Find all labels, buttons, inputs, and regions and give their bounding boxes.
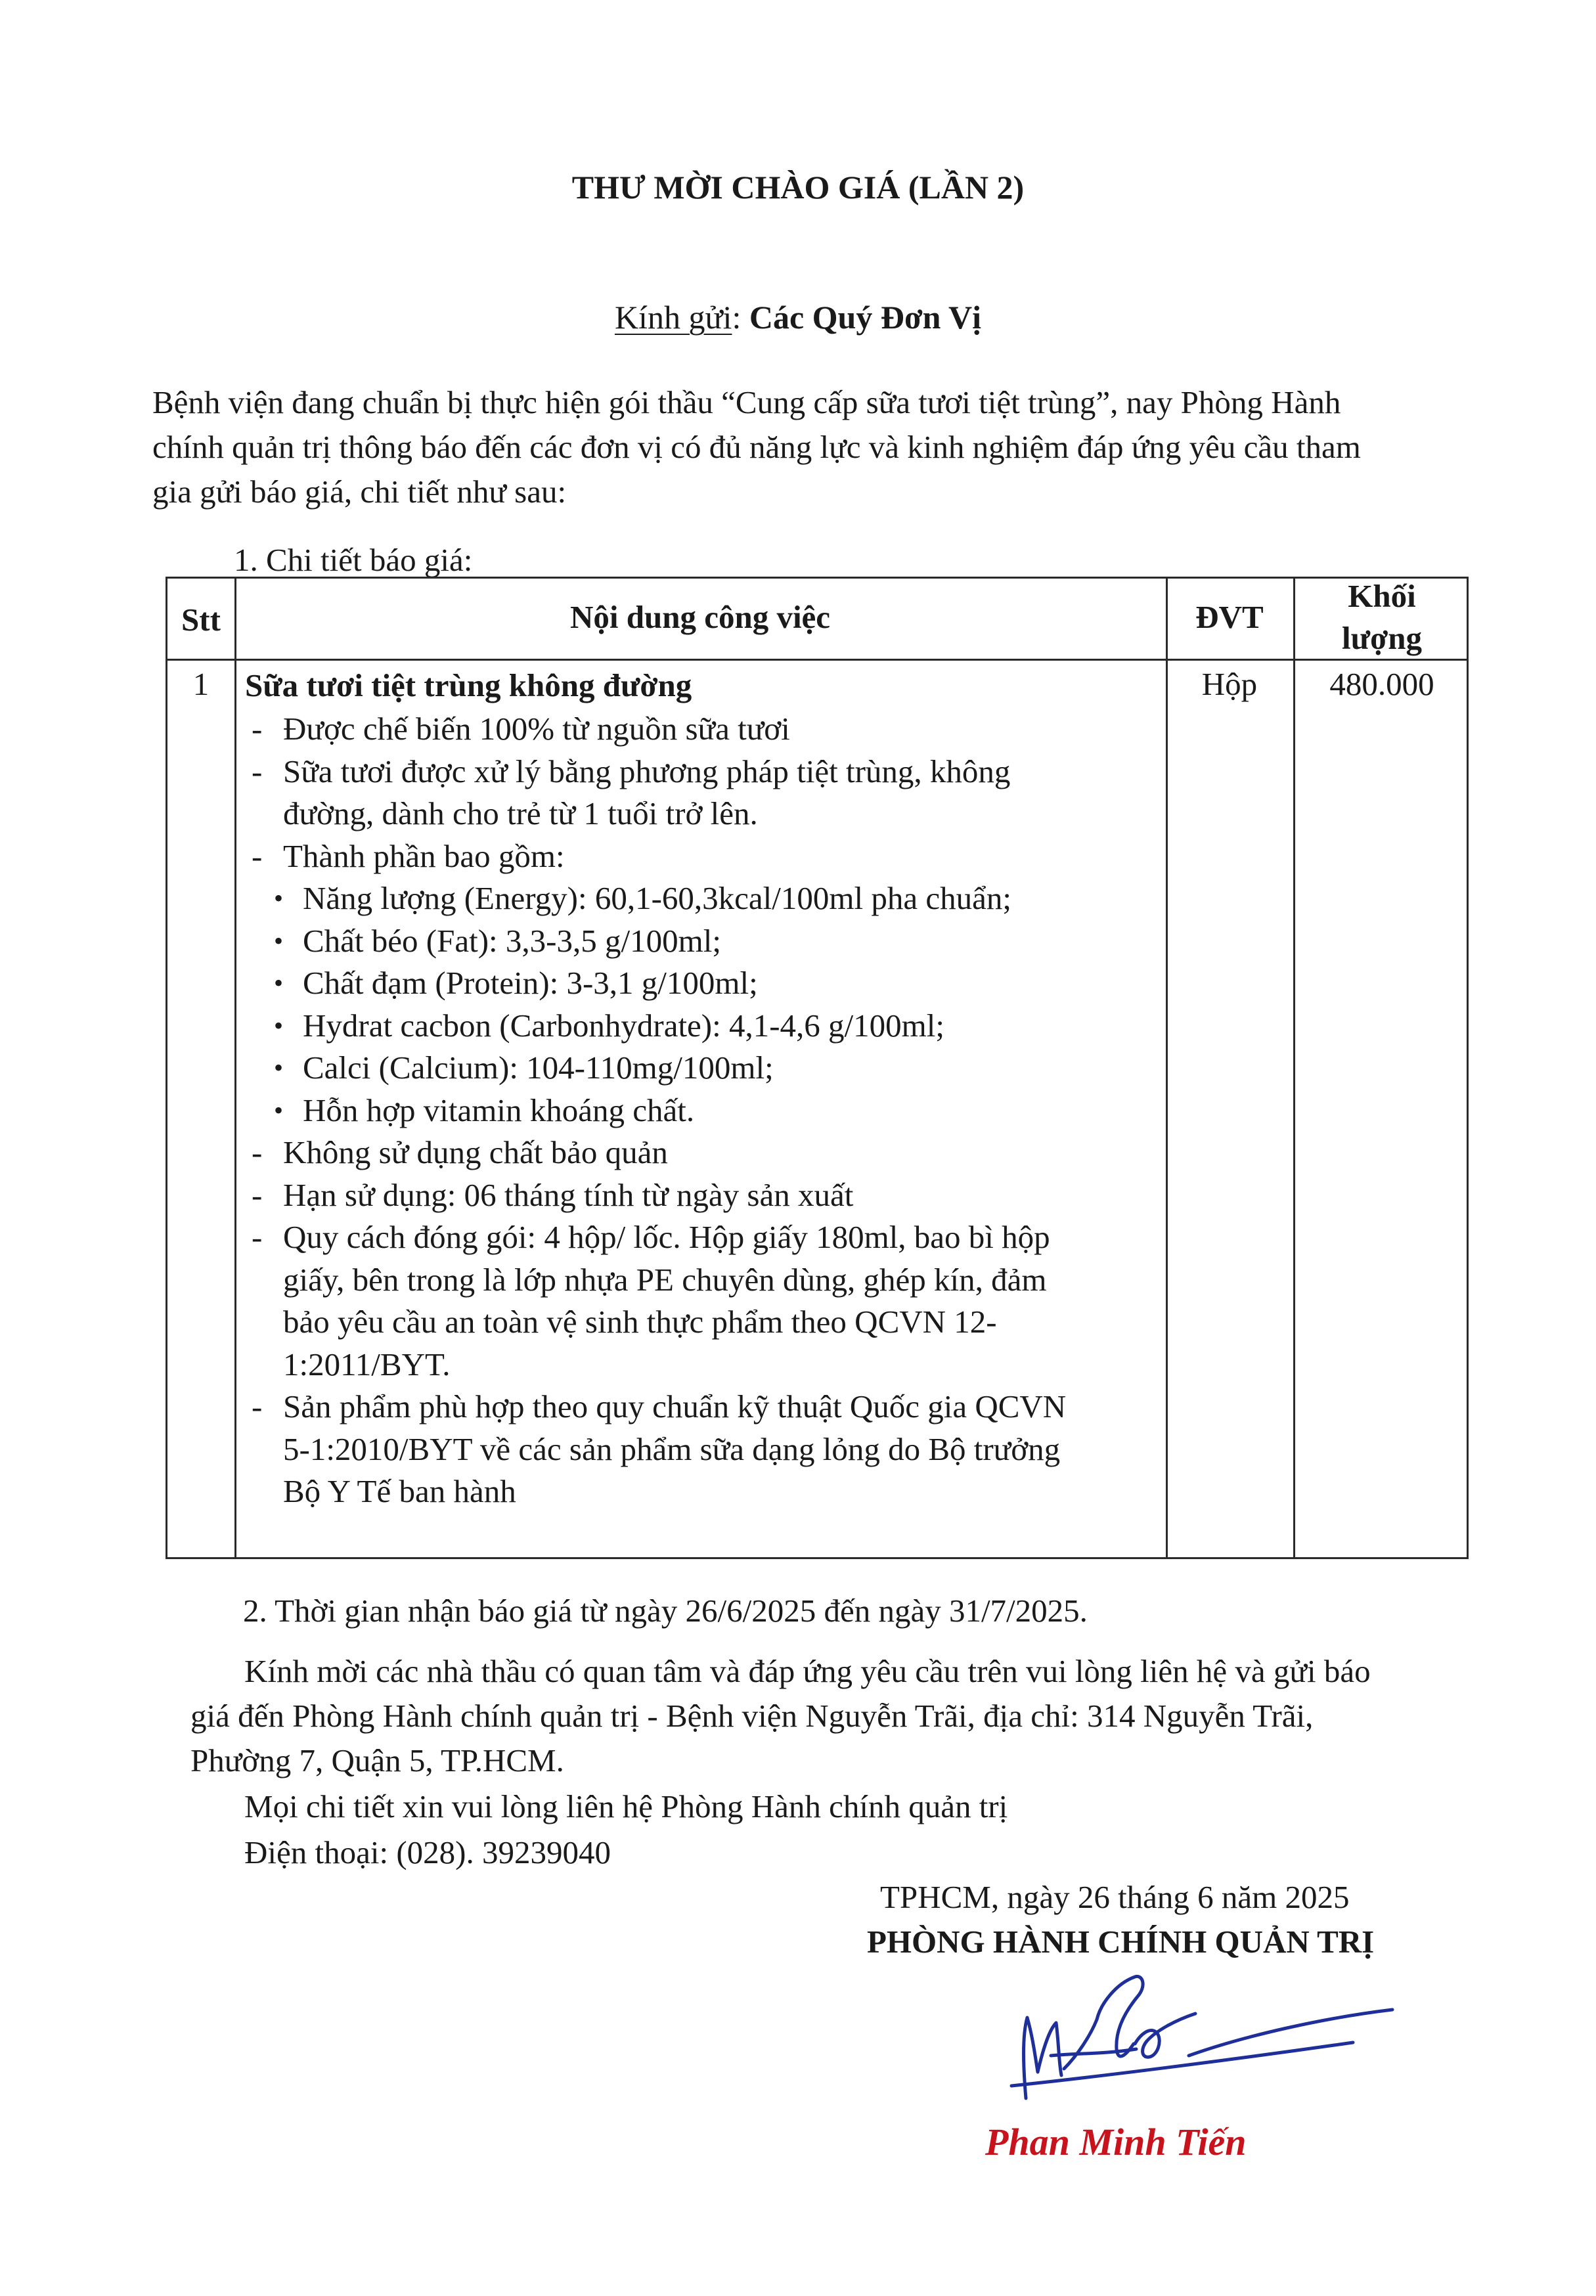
greeting-line: [0, 296, 1596, 339]
line-text: Thành phần bao gồm:: [283, 837, 565, 874]
line-text: Được chế biến 100% từ nguồn sữa tươi: [283, 711, 790, 747]
line-text: Năng lượng (Energy): 60,1-60,3kcal/100ml pha chuẩn;: [303, 880, 1011, 916]
table-column-divider: [234, 579, 236, 1557]
greeting-label: Kính gửi: [614, 299, 732, 336]
line-text: Sản phẩm phù hợp theo quy chuẩn kỹ thuật Quốc gia QCVN: [283, 1388, 1067, 1424]
line-text: đường, dành cho trẻ từ 1 tuổi trở lên.: [283, 795, 758, 831]
greeting-separator: :: [732, 299, 749, 336]
header-unit: ĐVT: [1195, 599, 1264, 635]
bullet-marker: •: [274, 968, 284, 998]
line-text: Bộ Y Tế ban hành: [283, 1473, 516, 1509]
closing-paragraph-line: Kính mời các nhà thầu có quan tâm và đáp ứng yêu cầu trên vui lòng liên hệ và gửi báo: [244, 1653, 1371, 1689]
document-title: THƯ MỜI CHÀO GIÁ (LẦN 2): [571, 169, 1025, 206]
line-text: Không sử dụng chất bảo quản: [283, 1134, 668, 1170]
header-stt: Stt: [181, 602, 221, 638]
row-stt: 1: [192, 666, 210, 702]
contact-line: Mọi chi tiết xin vui lòng liên hệ Phòng Hành chính quản trị: [244, 1788, 1008, 1824]
phone-line: Điện thoại: (028). 39239040: [244, 1834, 611, 1870]
line-text: Quy cách đóng gói: 4 hộp/ lốc. Hộp giấy 180ml, bao bì hộp: [283, 1219, 1050, 1255]
row-product-name: Sữa tươi tiệt trùng không đường: [245, 667, 692, 703]
place-date: TPHCM, ngày 26 tháng 6 năm 2025: [880, 1879, 1350, 1915]
dash-marker: -: [252, 837, 263, 874]
greeting-recipient: Các Quý Đơn Vị: [749, 299, 982, 336]
dash-marker: -: [252, 711, 263, 747]
dash-marker: -: [252, 1134, 263, 1170]
line-text: Chất béo (Fat): 3,3-3,5 g/100ml;: [303, 922, 721, 959]
line-text: giấy, bên trong là lớp nhựa PE chuyên dùng, ghép kín, đảm: [283, 1261, 1047, 1298]
row-unit: Hộp: [1201, 666, 1258, 702]
dash-marker: -: [252, 1388, 263, 1424]
line-text: 5-1:2010/BYT về các sản phẩm sữa dạng lỏng do Bộ trưởng: [283, 1430, 1061, 1467]
line-text: Calci (Calcium): 104-110mg/100ml;: [303, 1049, 774, 1086]
line-text: Chất đạm (Protein): 3-3,1 g/100ml;: [303, 965, 758, 1001]
dash-marker: -: [252, 1219, 263, 1255]
handwritten-signature: [985, 1957, 1406, 2115]
price-table: [166, 577, 1469, 1559]
closing-paragraph-line: giá đến Phòng Hành chính quản trị - Bệnh viện Nguyễn Trãi, địa chỉ: 314 Nguyễn Trãi,: [190, 1698, 1314, 1734]
dash-marker: -: [252, 753, 263, 789]
table-column-divider: [1293, 579, 1295, 1557]
row-quantity: 480.000: [1329, 666, 1434, 702]
intro-paragraph-line: gia gửi báo giá, chi tiết như sau:: [152, 474, 567, 510]
line-text: 1:2011/BYT.: [283, 1346, 451, 1382]
table-column-divider: [1166, 579, 1168, 1557]
department-name: PHÒNG HÀNH CHÍNH QUẢN TRỊ: [867, 1924, 1375, 1960]
bullet-marker: •: [274, 1010, 284, 1040]
line-text: Hỗn hợp vitamin khoáng chất.: [303, 1092, 695, 1128]
line-text: Hydrat cacbon (Carbonhydrate): 4,1-4,6 g/100ml;: [303, 1007, 945, 1044]
bullet-marker: •: [274, 1053, 284, 1082]
bullet-marker: •: [274, 1095, 284, 1125]
header-content: Nội dung công việc: [569, 599, 831, 635]
table-header-divider: [167, 659, 1467, 661]
bullet-marker: •: [274, 925, 284, 956]
intro-paragraph-line: Bệnh viện đang chuẩn bị thực hiện gói thầu “Cung cấp sữa tươi tiệt trùng”, nay Phòng Hành: [152, 384, 1341, 420]
header-quantity-line-2: lượng: [1342, 620, 1422, 656]
line-text: Sữa tươi được xử lý bằng phương pháp tiệt trùng, không: [283, 753, 1011, 789]
closing-paragraph-line: Phường 7, Quận 5, TP.HCM.: [190, 1742, 564, 1778]
section-receiving-period: 2. Thời gian nhận báo giá từ ngày 26/6/2025 đến ngày 31/7/2025.: [243, 1593, 1088, 1629]
section-heading-price-details: 1. Chi tiết báo giá:: [234, 542, 473, 578]
line-text: bảo yêu cầu an toàn vệ sinh thực phẩm theo QCVN 12-: [283, 1304, 997, 1340]
header-quantity-line-1: Khối: [1348, 578, 1416, 614]
signer-name: Phan Minh Tiến: [985, 2121, 1247, 2163]
intro-paragraph-line: chính quản trị thông báo đến các đơn vị có đủ năng lực và kinh nghiệm đáp ứng yêu cầu tham: [152, 429, 1361, 465]
bullet-marker: •: [274, 883, 284, 913]
dash-marker: -: [252, 1176, 263, 1213]
line-text: Hạn sử dụng: 06 tháng tính từ ngày sản xuất: [283, 1176, 854, 1213]
